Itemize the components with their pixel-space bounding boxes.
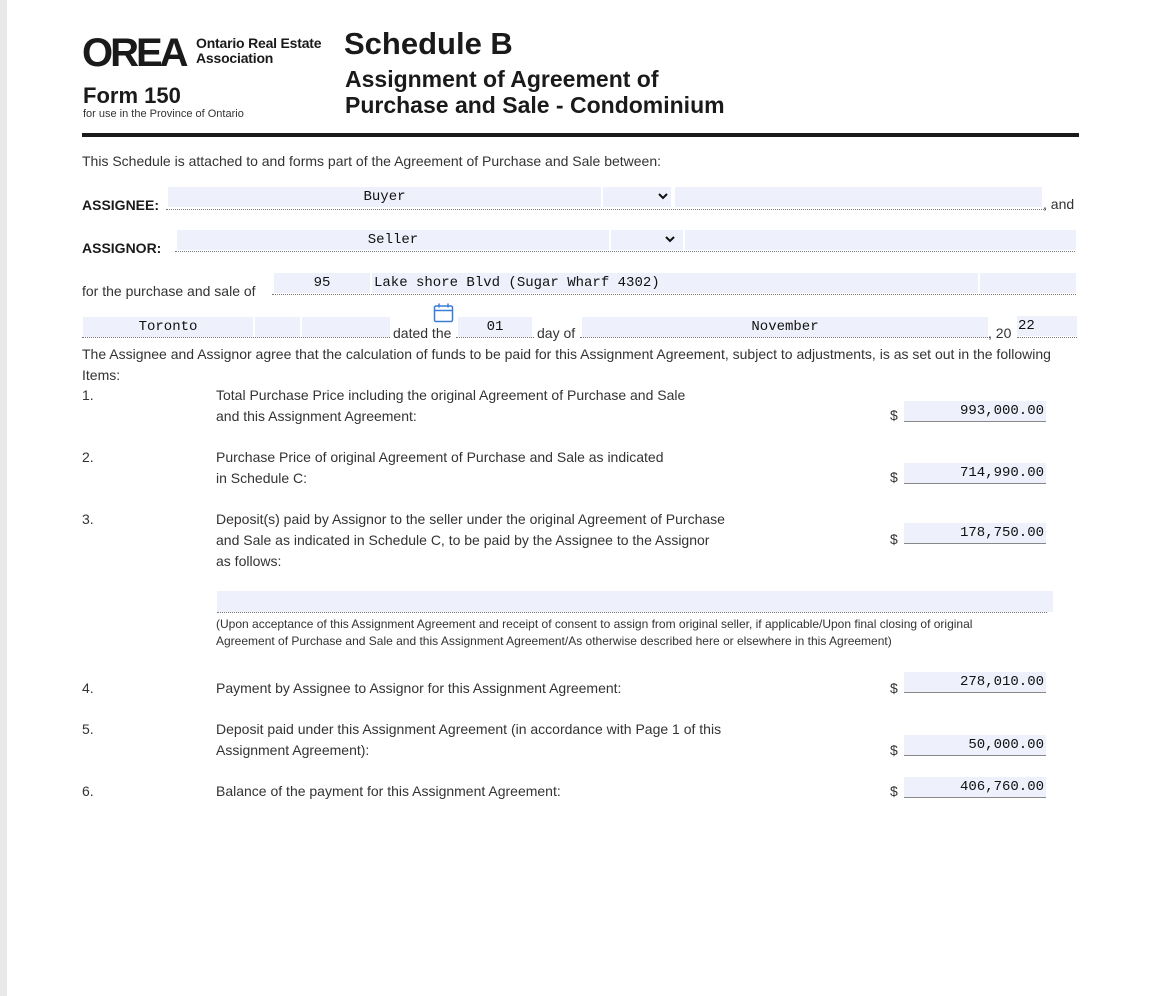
item-6-currency: $ bbox=[890, 783, 898, 799]
item-5-number: 5. bbox=[82, 721, 94, 737]
orea-logo-text: OREA bbox=[82, 33, 186, 69]
item-4-amount-field[interactable]: 278,010.00 bbox=[904, 672, 1046, 693]
chevron-down-icon bbox=[658, 193, 668, 201]
item-4-number: 4. bbox=[82, 680, 94, 696]
assignor-select[interactable]: Seller bbox=[177, 230, 609, 250]
calendar-icon[interactable] bbox=[433, 303, 454, 323]
purchase-sale-label: for the purchase and sale of bbox=[82, 283, 256, 299]
chevron-down-icon bbox=[665, 236, 675, 244]
item-1-amount-field[interactable]: 993,000.00 bbox=[904, 401, 1046, 422]
property-dotted-line bbox=[272, 294, 1076, 295]
orea-logo bbox=[82, 33, 188, 69]
association-line1: Ontario Real Estate bbox=[196, 35, 322, 51]
item-6-number: 6. bbox=[82, 783, 94, 799]
item-6-amount-field[interactable]: 406,760.00 bbox=[904, 777, 1046, 798]
assignor-extra-field[interactable] bbox=[685, 230, 1076, 250]
calc-intro-line1: The Assignee and Assignor agree that the calculation of funds to be paid for this Assignment Agreement, subject to adjustments, is as set out in the following bbox=[82, 346, 1051, 362]
intro-text: This Schedule is attached to and forms part of the Agreement of Purchase and Sale between: bbox=[82, 153, 662, 169]
deposit-terms-dotted-line bbox=[217, 612, 1047, 613]
property-number-field[interactable]: 95 bbox=[274, 273, 370, 293]
form-usage-note: for use in the Province of Ontario bbox=[83, 108, 244, 120]
property-extra-field[interactable] bbox=[980, 273, 1076, 293]
schedule-subtitle bbox=[345, 66, 725, 118]
city-extra-field-2[interactable] bbox=[302, 317, 390, 337]
item-2-number: 2. bbox=[82, 449, 94, 465]
city-field[interactable]: Toronto bbox=[83, 317, 253, 337]
form-page bbox=[7, 0, 1150, 996]
month-dotted-line bbox=[580, 337, 990, 338]
item-3-amount-field[interactable]: 178,750.00 bbox=[904, 523, 1046, 544]
calc-intro-line2: Items: bbox=[82, 367, 121, 383]
item-3-description: Deposit(s) paid by Assignor to the seller under the original Agreement of Purchase and Sale as indicated in Schedule C, to be paid by the Assignee to the Assignor as follows: bbox=[216, 511, 725, 569]
day-field[interactable]: 01 bbox=[458, 317, 532, 337]
item-3-number: 3. bbox=[82, 511, 94, 527]
item-6-description: Balance of the payment for this Assignment Agreement: bbox=[216, 783, 561, 799]
assignor-dotted-line bbox=[175, 251, 1075, 252]
day-dotted-line bbox=[456, 337, 534, 338]
association-line2: Association bbox=[196, 50, 274, 66]
city-extra-field-1[interactable] bbox=[255, 317, 300, 337]
item-5-description: Deposit paid under this Assignment Agreement (in accordance with Page 1 of this Assignment Agreement): bbox=[216, 721, 722, 758]
assignee-extra-field[interactable] bbox=[675, 187, 1042, 207]
schedule-title: Schedule B bbox=[344, 26, 513, 61]
assignee-label: ASSIGNEE: bbox=[82, 197, 160, 213]
assignee-and-text: , and bbox=[1043, 196, 1075, 212]
deposit-terms-field[interactable] bbox=[217, 591, 1053, 612]
item-1-number: 1. bbox=[82, 387, 94, 403]
deposit-terms-note: (Upon acceptance of this Assignment Agreement and receipt of consent to assign from original seller, if applicable/Upon final closing of original Agreement of Purchase and Sale and this Assignment Agreement/As otherwise described here or elsewhere in this Agreement) bbox=[216, 617, 973, 648]
year-field[interactable]: 22 bbox=[1017, 316, 1077, 336]
association-name bbox=[196, 36, 321, 66]
city-dotted-line bbox=[82, 337, 390, 338]
year-prefix: , 20 bbox=[988, 325, 1012, 341]
item-5-amount-field[interactable]: 50,000.00 bbox=[904, 735, 1046, 756]
item-4-currency: $ bbox=[890, 680, 898, 696]
item-5-currency: $ bbox=[890, 742, 898, 758]
dated-the-label: dated the bbox=[393, 325, 452, 341]
item-1-description: Total Purchase Price including the original Agreement of Purchase and Sale and this Assignment Agreement: bbox=[216, 387, 686, 424]
item-2-amount-field[interactable]: 714,990.00 bbox=[904, 463, 1046, 484]
schedule-subtitle-line2: Purchase and Sale - Condominium bbox=[345, 92, 725, 118]
item-2-currency: $ bbox=[890, 469, 898, 485]
schedule-subtitle-line1: Assignment of Agreement of bbox=[345, 66, 659, 92]
year-dotted-line bbox=[1017, 337, 1077, 338]
item-2-description: Purchase Price of original Agreement of Purchase and Sale as indicated in Schedule C: bbox=[216, 449, 664, 486]
day-of-label: day of bbox=[537, 325, 576, 341]
assignor-label: ASSIGNOR: bbox=[82, 240, 162, 256]
assignee-dotted-line bbox=[166, 209, 1046, 210]
header-rule bbox=[82, 133, 1079, 137]
item-3-currency: $ bbox=[890, 531, 898, 547]
item-4-description: Payment by Assignee to Assignor for this Assignment Agreement: bbox=[216, 680, 622, 696]
item-1-currency: $ bbox=[890, 407, 898, 423]
month-field[interactable]: November bbox=[582, 317, 988, 337]
assignee-select[interactable]: Buyer bbox=[168, 187, 601, 207]
property-street-field[interactable]: Lake shore Blvd (Sugar Wharf 4302) bbox=[372, 273, 978, 293]
form-number: Form 150 bbox=[83, 83, 181, 108]
